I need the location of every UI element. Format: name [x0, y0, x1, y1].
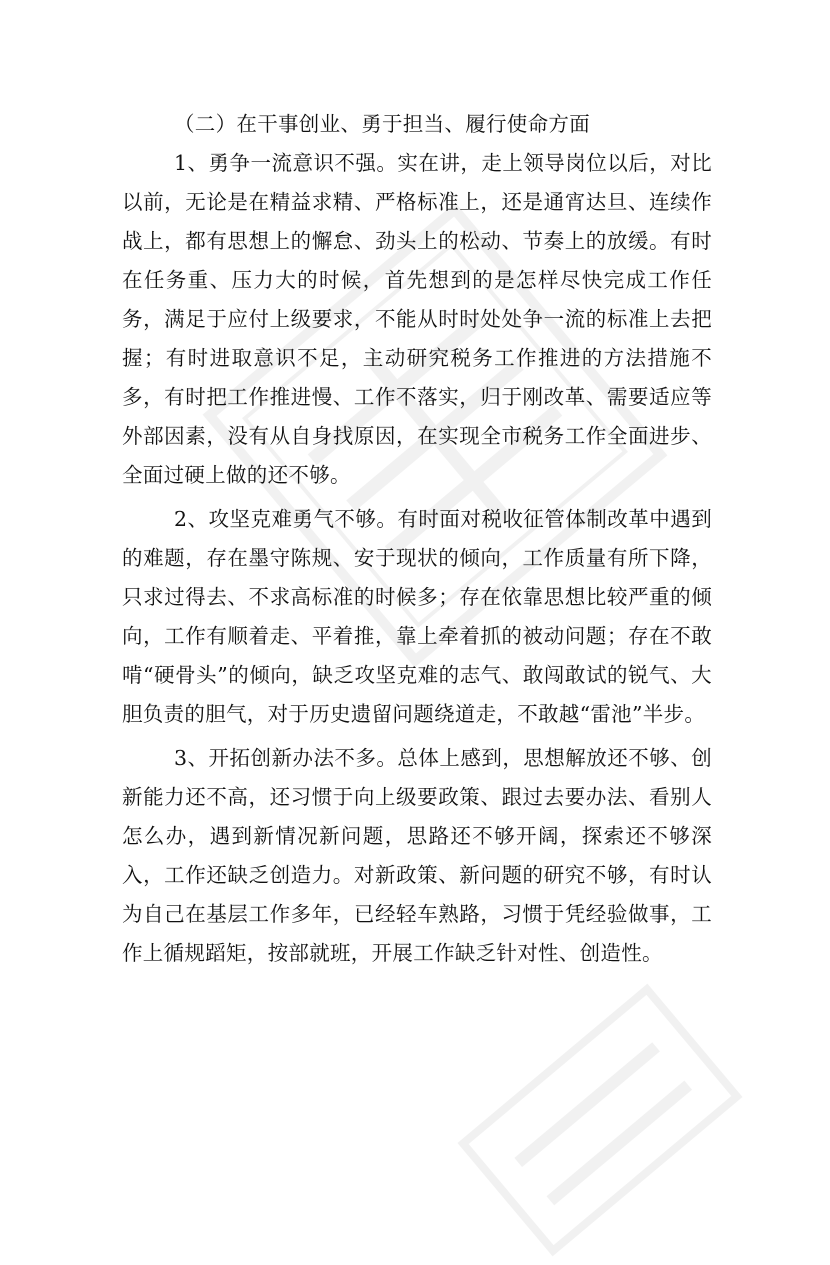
section-heading: （二）在干事创业、勇于担当、履行使命方面: [174, 112, 590, 136]
paragraph-2: 2、攻坚克难勇气不够。有时面对税收征管体制改革中遇到的难题，存在墨守陈规、安于现状的倾向，工作质量有所下降，只求过得去、不求高标准的时候多；存在依靠思想比较严重的倾向，工作有顺着走、平着推，靠上牵着抓的被动问题；存在不敢啃“硬骨头”的倾向，缺乏攻坚克难的志气、敢闯敢试的锐气、大胆负责的胆气，对于历史遗留问题绕道走，不敢越“雷池”半步。: [122, 507, 712, 726]
paragraph-1: 1、勇争一流意识不强。实在讲，走上领导岗位以后，对比以前，无论是在精益求精、严格标准上，还是通宵达旦、连续作战上，都有思想上的懈怠、劲头上的松动、节奏上的放缓。有时在任务重、压力大的时候，首先想到的是怎样尽快完成工作任务，满足于应付上级要求，不能从时时处处争一流的标准上去把握；有时进取意识不足，主动研究税务工作推进的方法措施不多，有时把工作推进慢、工作不落实，归于刚改革、需要适应等外部因素，没有从自身找原因，在实现全市税务工作全面进步、全面过硬上做的还不够。: [122, 151, 712, 487]
watermark-corner-icon: [449, 975, 751, 1265]
document-body: [122, 105, 712, 978]
paragraph-3: 3、开拓创新办法不多。总体上感到，思想解放还不够、创新能力还不高，还习惯于向上级要政策、跟过去要办法、看别人怎么办，遇到新情况新问题，思路还不够开阔，探索还不够深入，工作还缺乏创造力。对新政策、新问题的研究不够，有时认为自己在基层工作多年，已经轻车熟路，习惯于凭经验做事，工作上循规蹈矩，按部就班，开展工作缺乏针对性、创造性。: [122, 746, 712, 965]
